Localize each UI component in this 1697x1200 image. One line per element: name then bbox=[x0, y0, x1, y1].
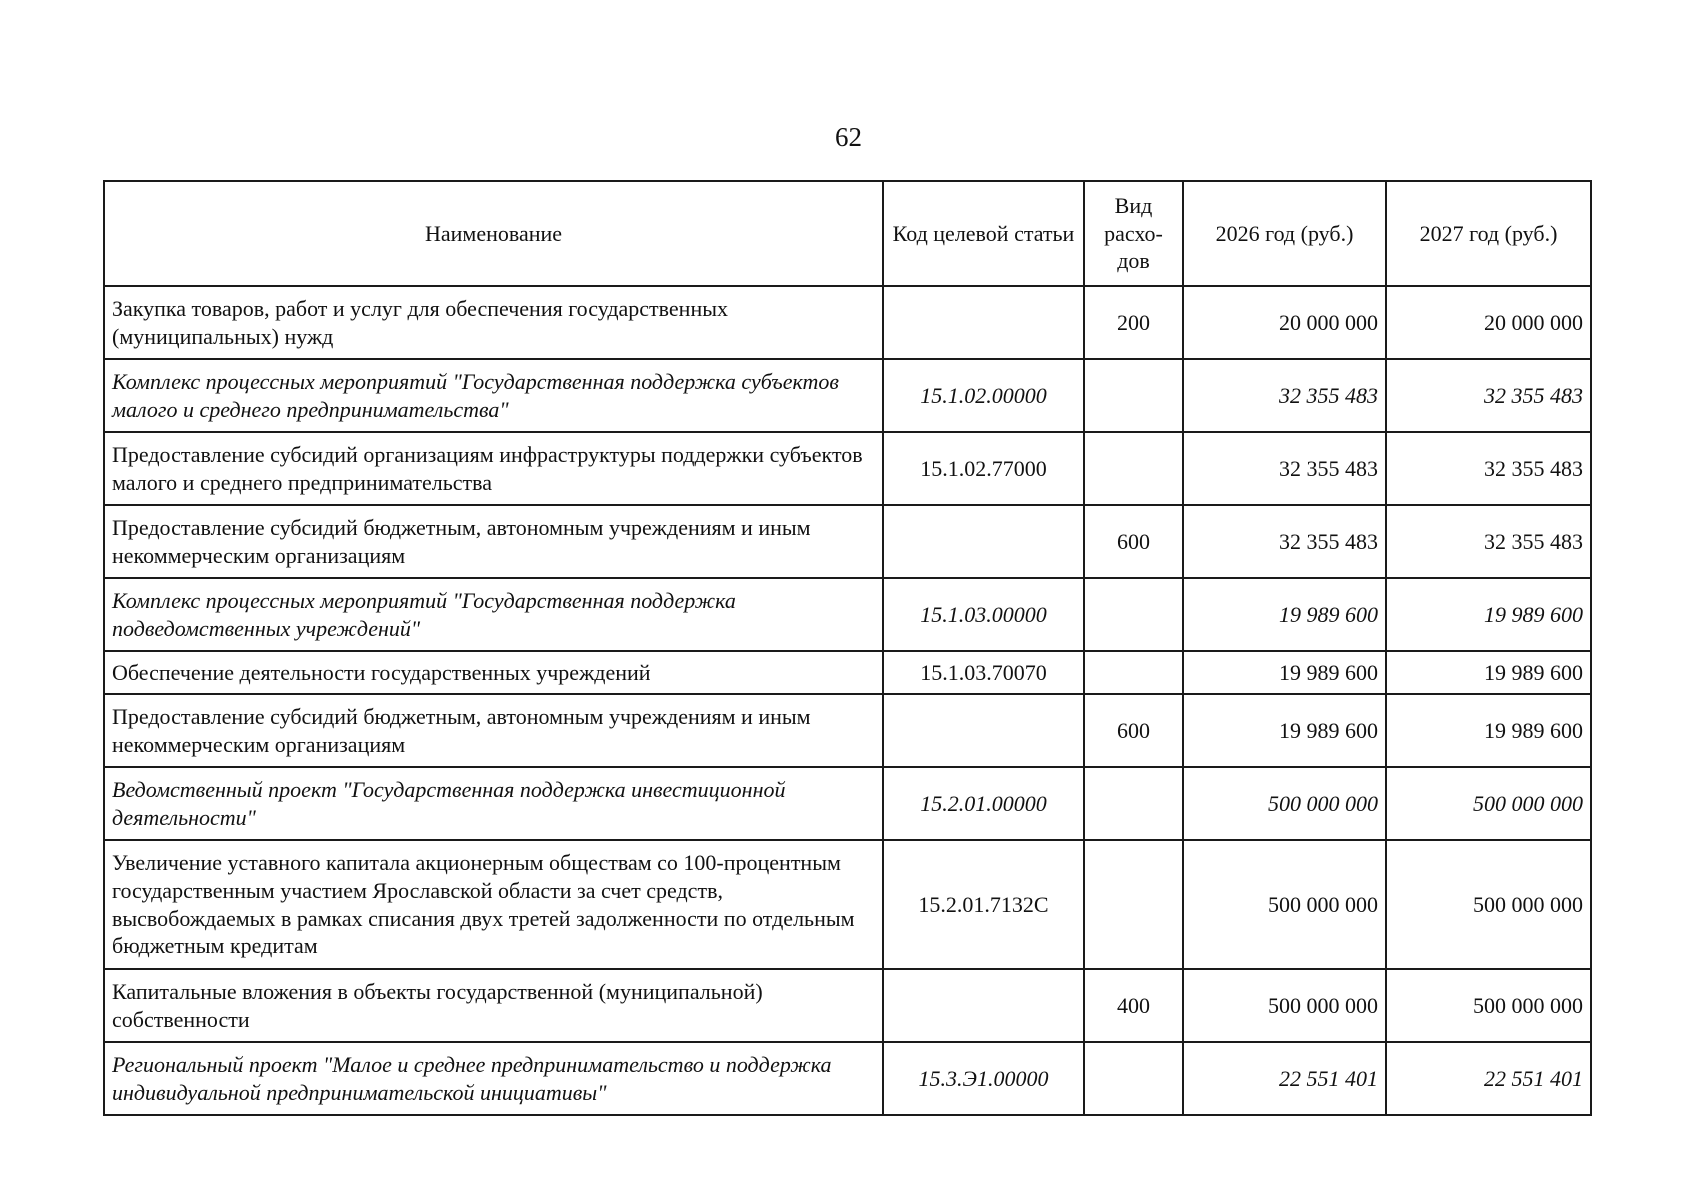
row-2027: 32 355 483 bbox=[1386, 432, 1591, 505]
row-code bbox=[883, 694, 1084, 767]
row-2027: 19 989 600 bbox=[1386, 651, 1591, 694]
row-code bbox=[883, 969, 1084, 1042]
row-2026: 500 000 000 bbox=[1183, 767, 1386, 840]
row-2026: 19 989 600 bbox=[1183, 578, 1386, 651]
row-name: Предоставление субсидий бюджетным, автономным учреждениям и иным некоммерческим организациям bbox=[104, 505, 883, 578]
table-row bbox=[104, 432, 1591, 505]
table-row bbox=[104, 840, 1591, 969]
table-row bbox=[104, 767, 1591, 840]
table-row bbox=[104, 578, 1591, 651]
row-vid bbox=[1084, 578, 1183, 651]
row-vid bbox=[1084, 651, 1183, 694]
row-2027: 32 355 483 bbox=[1386, 359, 1591, 432]
row-2026: 19 989 600 bbox=[1183, 694, 1386, 767]
row-vid bbox=[1084, 767, 1183, 840]
row-name: Закупка товаров, работ и услуг для обеспечения государственных (муниципальных) нужд bbox=[104, 286, 883, 359]
row-name: Предоставление субсидий бюджетным, автономным учреждениям и иным некоммерческим организациям bbox=[104, 694, 883, 767]
row-vid bbox=[1084, 1042, 1183, 1115]
row-code: 15.1.03.00000 bbox=[883, 578, 1084, 651]
row-code bbox=[883, 286, 1084, 359]
row-code: 15.2.01.7132С bbox=[883, 840, 1084, 969]
row-name: Капитальные вложения в объекты государственной (муниципальной) собственности bbox=[104, 969, 883, 1042]
row-2026: 500 000 000 bbox=[1183, 969, 1386, 1042]
row-vid bbox=[1084, 432, 1183, 505]
table-row bbox=[104, 1042, 1591, 1115]
row-name: Комплекс процессных мероприятий "Государственная поддержка подведомственных учреждений" bbox=[104, 578, 883, 651]
header-code: Код целевой статьи bbox=[883, 181, 1084, 286]
table-row bbox=[104, 359, 1591, 432]
row-2026: 32 355 483 bbox=[1183, 505, 1386, 578]
header-vid: Вид расхо-дов bbox=[1084, 181, 1183, 286]
table-row bbox=[104, 969, 1591, 1042]
table-row bbox=[104, 286, 1591, 359]
page-number: 62 bbox=[835, 122, 862, 152]
row-vid: 400 bbox=[1084, 969, 1183, 1042]
row-2027: 500 000 000 bbox=[1386, 840, 1591, 969]
row-vid: 200 bbox=[1084, 286, 1183, 359]
row-2027: 20 000 000 bbox=[1386, 286, 1591, 359]
row-2027: 22 551 401 bbox=[1386, 1042, 1591, 1115]
row-2026: 22 551 401 bbox=[1183, 1042, 1386, 1115]
row-code bbox=[883, 505, 1084, 578]
row-name: Увеличение уставного капитала акционерным обществам со 100-процентным государственным участием Ярославской области за счет средств, высвобождаемых в рамках списания двух третей задолженности по отдельным бюджетным кредитам bbox=[104, 840, 883, 969]
row-2027: 19 989 600 bbox=[1386, 578, 1591, 651]
row-2026: 19 989 600 bbox=[1183, 651, 1386, 694]
row-vid bbox=[1084, 359, 1183, 432]
row-vid bbox=[1084, 840, 1183, 969]
row-2026: 20 000 000 bbox=[1183, 286, 1386, 359]
row-name: Обеспечение деятельности государственных учреждений bbox=[104, 651, 883, 694]
row-2026: 32 355 483 bbox=[1183, 359, 1386, 432]
row-vid: 600 bbox=[1084, 694, 1183, 767]
table-header-row bbox=[104, 181, 1591, 286]
row-code: 15.3.Э1.00000 bbox=[883, 1042, 1084, 1115]
budget-table bbox=[103, 180, 1592, 1116]
row-2027: 500 000 000 bbox=[1386, 969, 1591, 1042]
row-name: Ведомственный проект "Государственная поддержка инвестиционной деятельности" bbox=[104, 767, 883, 840]
header-2027: 2027 год (руб.) bbox=[1386, 181, 1591, 286]
header-name: Наименование bbox=[104, 181, 883, 286]
table-row bbox=[104, 651, 1591, 694]
row-name: Предоставление субсидий организациям инфраструктуры поддержки субъектов малого и среднего предпринимательства bbox=[104, 432, 883, 505]
row-2027: 19 989 600 bbox=[1386, 694, 1591, 767]
row-code: 15.2.01.00000 bbox=[883, 767, 1084, 840]
row-2027: 32 355 483 bbox=[1386, 505, 1591, 578]
row-2027: 500 000 000 bbox=[1386, 767, 1591, 840]
row-code: 15.1.03.70070 bbox=[883, 651, 1084, 694]
header-2026: 2026 год (руб.) bbox=[1183, 181, 1386, 286]
row-code: 15.1.02.77000 bbox=[883, 432, 1084, 505]
row-2026: 500 000 000 bbox=[1183, 840, 1386, 969]
row-name: Комплекс процессных мероприятий "Государственная поддержка субъектов малого и среднего предпринимательства" bbox=[104, 359, 883, 432]
row-name: Региональный проект "Малое и среднее предпринимательство и поддержка индивидуальной предпринимательской инициативы" bbox=[104, 1042, 883, 1115]
row-vid: 600 bbox=[1084, 505, 1183, 578]
row-code: 15.1.02.00000 bbox=[883, 359, 1084, 432]
table-row bbox=[104, 694, 1591, 767]
row-2026: 32 355 483 bbox=[1183, 432, 1386, 505]
table-row bbox=[104, 505, 1591, 578]
